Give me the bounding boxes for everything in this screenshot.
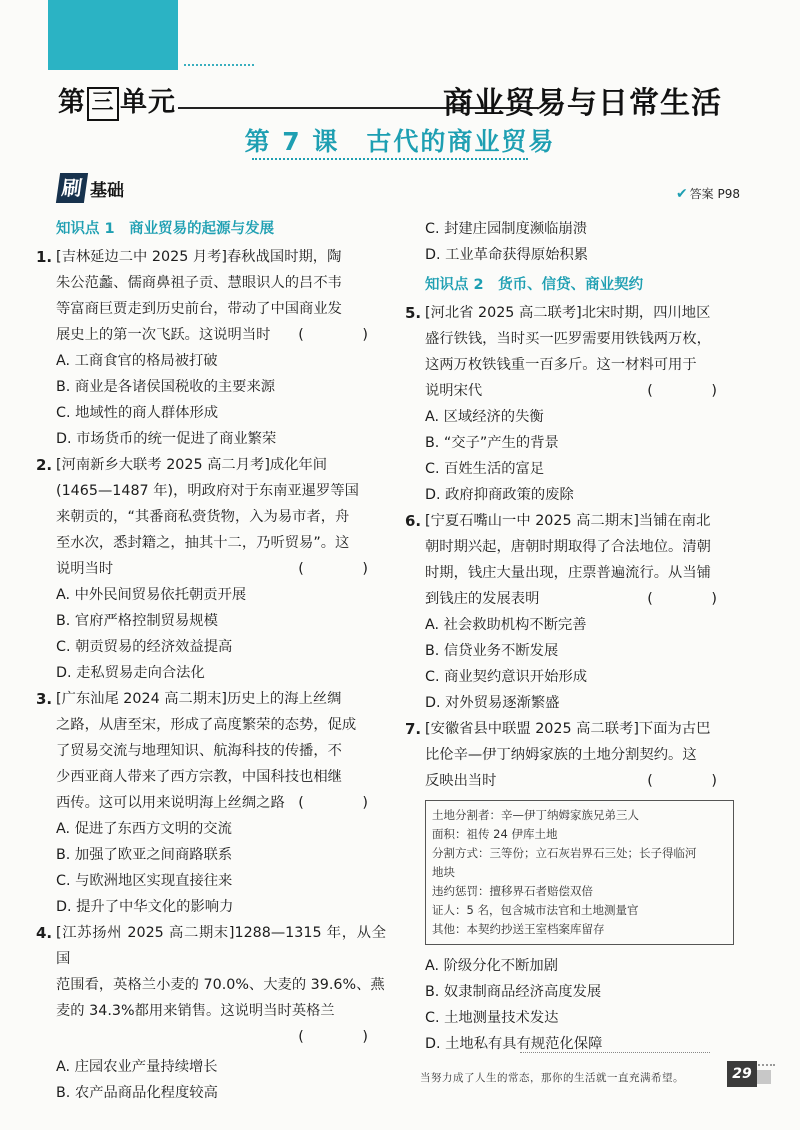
question-stem-line: 比伦辛—伊丁纳姆家族的土地分割契约。这 bbox=[425, 747, 697, 763]
stem-text: 到钱庄的发展表明 bbox=[425, 591, 540, 607]
contract-line: 地块 bbox=[432, 865, 455, 879]
question-stem-line bbox=[405, 586, 735, 612]
option-c[interactable]: C. 百姓生活的富足 bbox=[425, 461, 545, 477]
unit-suffix: 单元 bbox=[120, 87, 176, 118]
option-b[interactable]: B. 奴隶制商品经济高度发展 bbox=[425, 984, 602, 1000]
answer-blank[interactable]: ( ) bbox=[298, 795, 378, 811]
stem-text: 说明当时 bbox=[56, 561, 114, 577]
question-6 bbox=[405, 508, 735, 716]
question-stem-line: [河北省 2025 高二联考]北宋时期，四川地区 bbox=[425, 305, 711, 321]
option-a[interactable]: A. 社会救助机构不断完善 bbox=[425, 617, 587, 633]
question-stem-line: 之路，从唐至宋，形成了高度繁荣的态势，促成 bbox=[56, 717, 357, 733]
question-4 bbox=[36, 920, 386, 1106]
question-stem-line: 至水次，悉封籍之，抽其十二，乃听贸易”。这 bbox=[56, 535, 350, 551]
section-badge: 刷 bbox=[56, 173, 88, 203]
answer-blank[interactable]: ( ) bbox=[298, 561, 378, 577]
question-3 bbox=[36, 686, 386, 920]
knowledge-point-1: 知识点 1 商业贸易的起源与发展 bbox=[56, 221, 275, 237]
section-heading bbox=[58, 173, 124, 203]
option-a[interactable]: A. 中外民间贸易依托朝贡开展 bbox=[56, 587, 247, 603]
option-c[interactable]: C. 封建庄园制度濒临崩溃 bbox=[425, 221, 588, 237]
contract-line: 其他：本契约抄送王室档案库留存 bbox=[432, 922, 605, 936]
lesson-underline bbox=[252, 158, 528, 160]
option-a[interactable]: A. 促进了东西方文明的交流 bbox=[56, 821, 232, 837]
option-d[interactable]: D. 对外贸易逐渐繁盛 bbox=[425, 695, 560, 711]
question-stem-line: 盛行铁钱，当时买一匹罗需要用铁钱两万枚， bbox=[425, 331, 711, 347]
question-stem-line: [宁夏石嘴山一中 2025 高二期末]当铺在南北 bbox=[425, 513, 711, 529]
header-dotted-line bbox=[184, 64, 254, 66]
unit-number-box: 三 bbox=[87, 87, 119, 121]
question-stem-line: [吉林延边二中 2025 月考]春秋战国时期，陶 bbox=[56, 249, 342, 265]
section-label: 基础 bbox=[90, 180, 124, 201]
question-number: 6. bbox=[405, 512, 422, 530]
option-b[interactable]: B. 商业是各诸侯国税收的主要来源 bbox=[56, 379, 276, 395]
contract-box bbox=[425, 800, 734, 945]
option-c[interactable]: C. 地域性的商人群体形成 bbox=[56, 405, 219, 421]
contract-line: 违约惩罚：擅移界石者赔偿双倍 bbox=[432, 884, 593, 898]
question-number: 5. bbox=[405, 304, 422, 322]
question-stem-line: 少西亚商人带来了西方宗教，中国科技也相继 bbox=[56, 769, 342, 785]
question-stem-line: 来朝贡的，“其番商私赍货物，入为易市者，舟 bbox=[56, 509, 350, 525]
question-stem-line: [河南新乡大联考 2025 高二月考]成化年间 bbox=[56, 457, 328, 473]
question-stem-line: 了贸易交流与地理知识、航海科技的传播，不 bbox=[56, 743, 342, 759]
answer-blank-row bbox=[36, 1024, 386, 1050]
option-d[interactable]: D. 土地私有具有规范化保障 bbox=[425, 1036, 603, 1052]
page-corner-block bbox=[757, 1070, 771, 1084]
footer-motto: 当努力成了人生的常态，那你的生活就一直充满希望。 bbox=[420, 1072, 684, 1084]
answer-blank[interactable]: ( ) bbox=[647, 383, 727, 399]
question-number: 4. bbox=[36, 924, 53, 942]
unit-topic: 商业贸易与日常生活 bbox=[443, 86, 722, 121]
option-b[interactable]: B. 官府严格控制贸易规模 bbox=[56, 613, 218, 629]
stem-text: 反映出当时 bbox=[425, 773, 497, 789]
contract-line: 面积：祖传 24 伊库土地 bbox=[432, 827, 558, 841]
question-stem-line bbox=[405, 378, 735, 404]
question-number: 2. bbox=[36, 456, 53, 474]
answer-blank[interactable]: ( ) bbox=[647, 773, 727, 789]
question-number: 7. bbox=[405, 720, 422, 738]
question-5 bbox=[405, 300, 735, 508]
question-stem-line bbox=[36, 790, 386, 816]
option-d[interactable]: D. 市场货币的统一促进了商业繁荣 bbox=[56, 431, 277, 447]
option-b[interactable]: B. 加强了欧亚之间商路联系 bbox=[56, 847, 233, 863]
question-stem-line: [广东汕尾 2024 高二期末]历史上的海上丝绸 bbox=[56, 691, 342, 707]
option-b[interactable]: B. 农产品商品化程度较高 bbox=[56, 1085, 218, 1101]
contract-line: 分割方式：三等份；立石灰岩界石三处；长子得临河 bbox=[432, 846, 697, 860]
question-stem-line: [江苏扬州 2025 高二期末]1288—1315 年，从全国 bbox=[56, 925, 386, 967]
stem-text: 西传。这可以用来说明海上丝绸之路 bbox=[56, 795, 285, 811]
right-column bbox=[405, 216, 735, 1057]
option-a[interactable]: A. 阶级分化不断加剧 bbox=[425, 958, 558, 974]
unit-prefix: 第 bbox=[58, 87, 86, 118]
option-d[interactable]: D. 提升了中华文化的影响力 bbox=[56, 899, 234, 915]
question-7 bbox=[405, 716, 735, 1057]
question-stem-line: 朱公范蠡、儒商鼻祖子贡、慧眼识人的吕不韦 bbox=[56, 275, 342, 291]
question-stem-line bbox=[36, 322, 386, 348]
question-stem-line: (1465—1487 年)，明政府对于东南亚暹罗等国 bbox=[56, 483, 359, 499]
question-number: 3. bbox=[36, 690, 53, 708]
footer-dotted-line bbox=[520, 1052, 710, 1053]
question-1 bbox=[36, 244, 386, 452]
question-stem-line: 时期，钱庄大量出现，庄票普遍流行。从当铺 bbox=[425, 565, 711, 581]
left-column bbox=[36, 216, 386, 1106]
option-d[interactable]: D. 走私贸易走向合法化 bbox=[56, 665, 205, 681]
page-number: 29 bbox=[727, 1061, 757, 1087]
answer-ref-text: 答案 P98 bbox=[689, 187, 740, 201]
option-d[interactable]: D. 政府抑商政策的废除 bbox=[425, 487, 574, 503]
question-stem-line: 等富商巨贾走到历史前台，带动了中国商业发 bbox=[56, 301, 342, 317]
question-stem-line bbox=[36, 556, 386, 582]
question-stem-line: 朝时期兴起，唐朝时期取得了合法地位。清朝 bbox=[425, 539, 711, 555]
stem-text: 说明宋代 bbox=[425, 383, 483, 399]
answer-blank[interactable]: ( ) bbox=[298, 327, 378, 343]
question-stem-line: [安徽省县中联盟 2025 高二联考]下面为古巴 bbox=[425, 721, 711, 737]
lesson-title: 第 7 课 古代的商业贸易 bbox=[244, 127, 556, 156]
contract-line: 证人：5 名，包含城市法官和土地测量官 bbox=[432, 903, 639, 917]
question-stem-line bbox=[405, 768, 735, 794]
option-b[interactable]: B. 信贷业务不断发展 bbox=[425, 643, 559, 659]
option-c[interactable]: C. 朝贡贸易的经济效益提高 bbox=[56, 639, 233, 655]
answer-reference bbox=[676, 185, 740, 202]
option-c[interactable]: C. 与欧洲地区实现直接往来 bbox=[56, 873, 233, 889]
question-stem-line: 这两万枚铁钱重一百多斤。这一材料可用于 bbox=[425, 357, 697, 373]
question-stem-line: 范围看，英格兰小麦的 70.0%、大麦的 39.6%、燕 bbox=[56, 977, 385, 993]
question-stem-line: 麦的 34.3%都用来销售。这说明当时英格兰 bbox=[56, 1003, 335, 1019]
option-c[interactable]: C. 商业契约意识开始形成 bbox=[425, 669, 588, 685]
knowledge-point-2: 知识点 2 货币、信贷、商业契约 bbox=[425, 277, 644, 293]
option-b[interactable]: B. “交子”产生的背景 bbox=[425, 435, 559, 451]
answer-blank[interactable]: ( ) bbox=[647, 591, 727, 607]
option-d[interactable]: D. 工业革命获得原始积累 bbox=[425, 247, 589, 263]
unit-title bbox=[58, 80, 176, 121]
check-icon: ✔ bbox=[675, 186, 688, 202]
stem-text: 展史上的第一次飞跃。这说明当时 bbox=[56, 327, 271, 343]
header-color-tab bbox=[48, 0, 178, 70]
option-a[interactable]: A. 工商食官的格局被打破 bbox=[56, 353, 218, 369]
option-c[interactable]: C. 土地测量技术发达 bbox=[425, 1010, 559, 1026]
option-a[interactable]: A. 区域经济的失衡 bbox=[425, 409, 544, 425]
option-a[interactable]: A. 庄园农业产量持续增长 bbox=[56, 1059, 218, 1075]
contract-line: 土地分割者：辛—伊丁纳姆家族兄弟三人 bbox=[432, 808, 639, 822]
question-2 bbox=[36, 452, 386, 686]
question-number: 1. bbox=[36, 248, 53, 266]
answer-blank[interactable]: ( ) bbox=[298, 1029, 378, 1045]
